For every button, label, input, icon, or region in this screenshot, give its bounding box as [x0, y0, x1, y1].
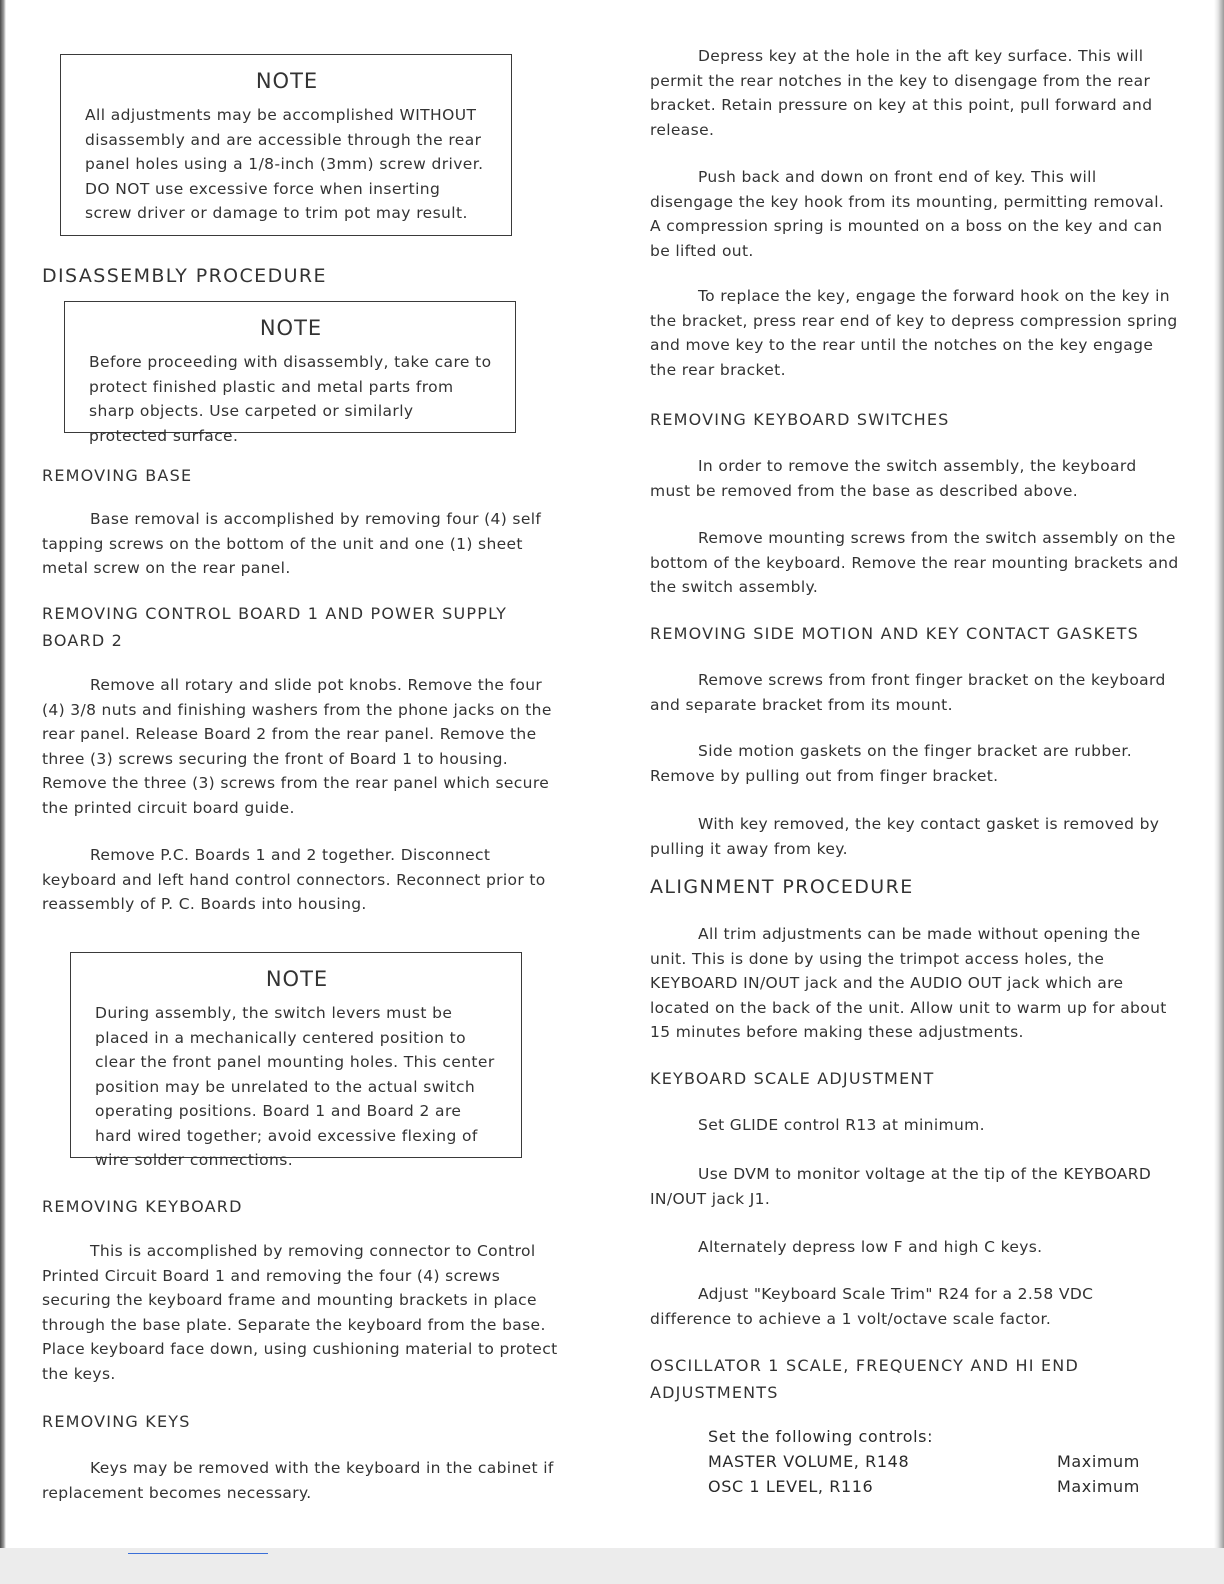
note-box-assembly — [70, 952, 522, 1169]
paragraph-control-board-1: Remove all rotary and slide pot knobs. Remove the four (4) 3/8 nuts and finishing washers from the phone jacks on the rear panel. Release Board 2 from the rear panel. Remove the three (3) screws securing the front of Board 1 to housing. Remove the three (3) screws from the rear panel which secure the printed circuit board guide. — [42, 676, 552, 817]
scan-right-edge — [1214, 0, 1224, 1584]
setting-value: Maximum — [1056, 1452, 1140, 1471]
note-title: NOTE — [265, 967, 329, 991]
paragraph-control-board-2: Remove P.C. Boards 1 and 2 together. Disconnect keyboard and left hand control connectors. Reconnect prior to reassembly of P. C. Boards into housing. — [42, 846, 546, 913]
heading-removing-keyboard-switches: REMOVING KEYBOARD SWITCHES — [650, 410, 950, 429]
heading-removing-keyboard: REMOVING KEYBOARD — [42, 1197, 243, 1216]
settings-intro: Set the following controls: — [708, 1427, 934, 1446]
setting-control: MASTER VOLUME, R148 — [708, 1452, 910, 1471]
scan-left-edge — [0, 0, 6, 1584]
settings-row — [708, 1474, 1180, 1499]
paragraph-scale-3: Alternately depress low F and high C keys. — [698, 1238, 1043, 1256]
paragraph-scale-1: Set GLIDE control R13 at minimum. — [698, 1116, 985, 1134]
setting-control: OSC 1 LEVEL, R116 — [708, 1477, 874, 1496]
heading-alignment-procedure: ALIGNMENT PROCEDURE — [650, 876, 914, 898]
paragraph-gaskets-1: Remove screws from front finger bracket on the keyboard and separate bracket from its mount. — [650, 671, 1166, 714]
note-body: All adjustments may be accomplished WITHOUT disassembly and are accessible through the rear panel holes using a 1/8-inch (3mm) screw driver. DO NOT use excessive force when inserting screw driver or damage to trim pot may result. — [85, 106, 484, 222]
section-heading-disassembly: DISASSEMBLY PROCEDURE — [42, 265, 327, 287]
note-body: Before proceeding with disassembly, take care to protect finished plastic and metal parts from sharp objects. Use carpeted or similarly protected surface. — [89, 353, 492, 445]
paragraph-keys-1: Depress key at the hole in the aft key surface. This will permit the rear notches in the key to disengage from the rear bracket. Retain pressure on key at this point, pull forward and release. — [650, 47, 1153, 139]
paragraph-switches-2: Remove mounting screws from the switch assembly on the bottom of the keyboard. Remove the rear mounting brackets and the switch assembly. — [650, 529, 1179, 596]
paragraph-keys-2: Push back and down on front end of key. This will disengage the key hook from its mounting, permitting removal. A compression spring is mounted on a boss on the key and can be lifted out. — [650, 168, 1165, 260]
heading-keyboard-scale: KEYBOARD SCALE ADJUSTMENT — [650, 1069, 935, 1088]
note-title: NOTE — [259, 316, 323, 340]
paragraph-keys-3: To replace the key, engage the forward hook on the key in the bracket, press rear end of key to depress compression spring and move key to the rear until the notches on the key engage the rear bracket. — [650, 287, 1178, 379]
note-box-disassembly — [64, 301, 516, 445]
paragraph-gaskets-2: Side motion gaskets on the finger bracket are rubber. Remove by pulling out from finger bracket. — [650, 742, 1132, 785]
scan-bottom-mark — [128, 1553, 268, 1554]
heading-oscillator-1: OSCILLATOR 1 SCALE, FREQUENCY AND HI END ADJUSTMENTS — [650, 1356, 1079, 1402]
paragraph-removing-base: Base removal is accomplished by removing four (4) self tapping screws on the bottom of the unit and one (1) sheet metal screw on the rear panel. — [42, 510, 542, 577]
paragraph-scale-4: Adjust "Keyboard Scale Trim" R24 for a 2.58 VDC difference to achieve a 1 volt/octave scale factor. — [650, 1285, 1094, 1328]
heading-removing-keys: REMOVING KEYS — [42, 1412, 191, 1431]
heading-removing-base: REMOVING BASE — [42, 466, 193, 485]
note-box-adjustments — [60, 54, 512, 236]
note-body: During assembly, the switch levers must be placed in a mechanically centered position to clear the front panel mounting holes. This center position may be unrelated to the actual switch operating positions. Board 1 and Board 2 are hard wired together; avoid excessive flexing of wire solder connections. — [95, 1004, 495, 1169]
settings-list — [650, 1424, 1180, 1499]
paragraph-alignment: All trim adjustments can be made without opening the unit. This is done by using the trimpot access holes, the KEYBOARD IN/OUT jack and the AUDIO OUT jack which are located on the back of the unit. Allow unit to warm up for about 15 minutes before making these adjustments. — [650, 925, 1167, 1041]
paragraph-switches-1: In order to remove the switch assembly, the keyboard must be removed from the base as described above. — [650, 457, 1137, 500]
settings-row — [708, 1449, 1180, 1474]
setting-value: Maximum — [1056, 1477, 1140, 1496]
heading-removing-control-board: REMOVING CONTROL BOARD 1 AND POWER SUPPLY BOARD 2 — [42, 604, 508, 650]
note-title: NOTE — [255, 69, 319, 93]
paragraph-removing-keyboard: This is accomplished by removing connector to Control Printed Circuit Board 1 and removing the four (4) screws securing the keyboard frame and mounting brackets in place through the base plate. Separate the keyboard from the base. Place keyboard face down, using cushioning material to protect the keys. — [42, 1242, 558, 1383]
paragraph-scale-2: Use DVM to monitor voltage at the tip of the KEYBOARD IN/OUT jack J1. — [650, 1165, 1152, 1208]
heading-removing-gaskets: REMOVING SIDE MOTION AND KEY CONTACT GASKETS — [650, 624, 1139, 643]
paragraph-removing-keys: Keys may be removed with the keyboard in the cabinet if replacement becomes necessary. — [42, 1459, 554, 1502]
paragraph-gaskets-3: With key removed, the key contact gasket is removed by pulling it away from key. — [650, 815, 1160, 858]
